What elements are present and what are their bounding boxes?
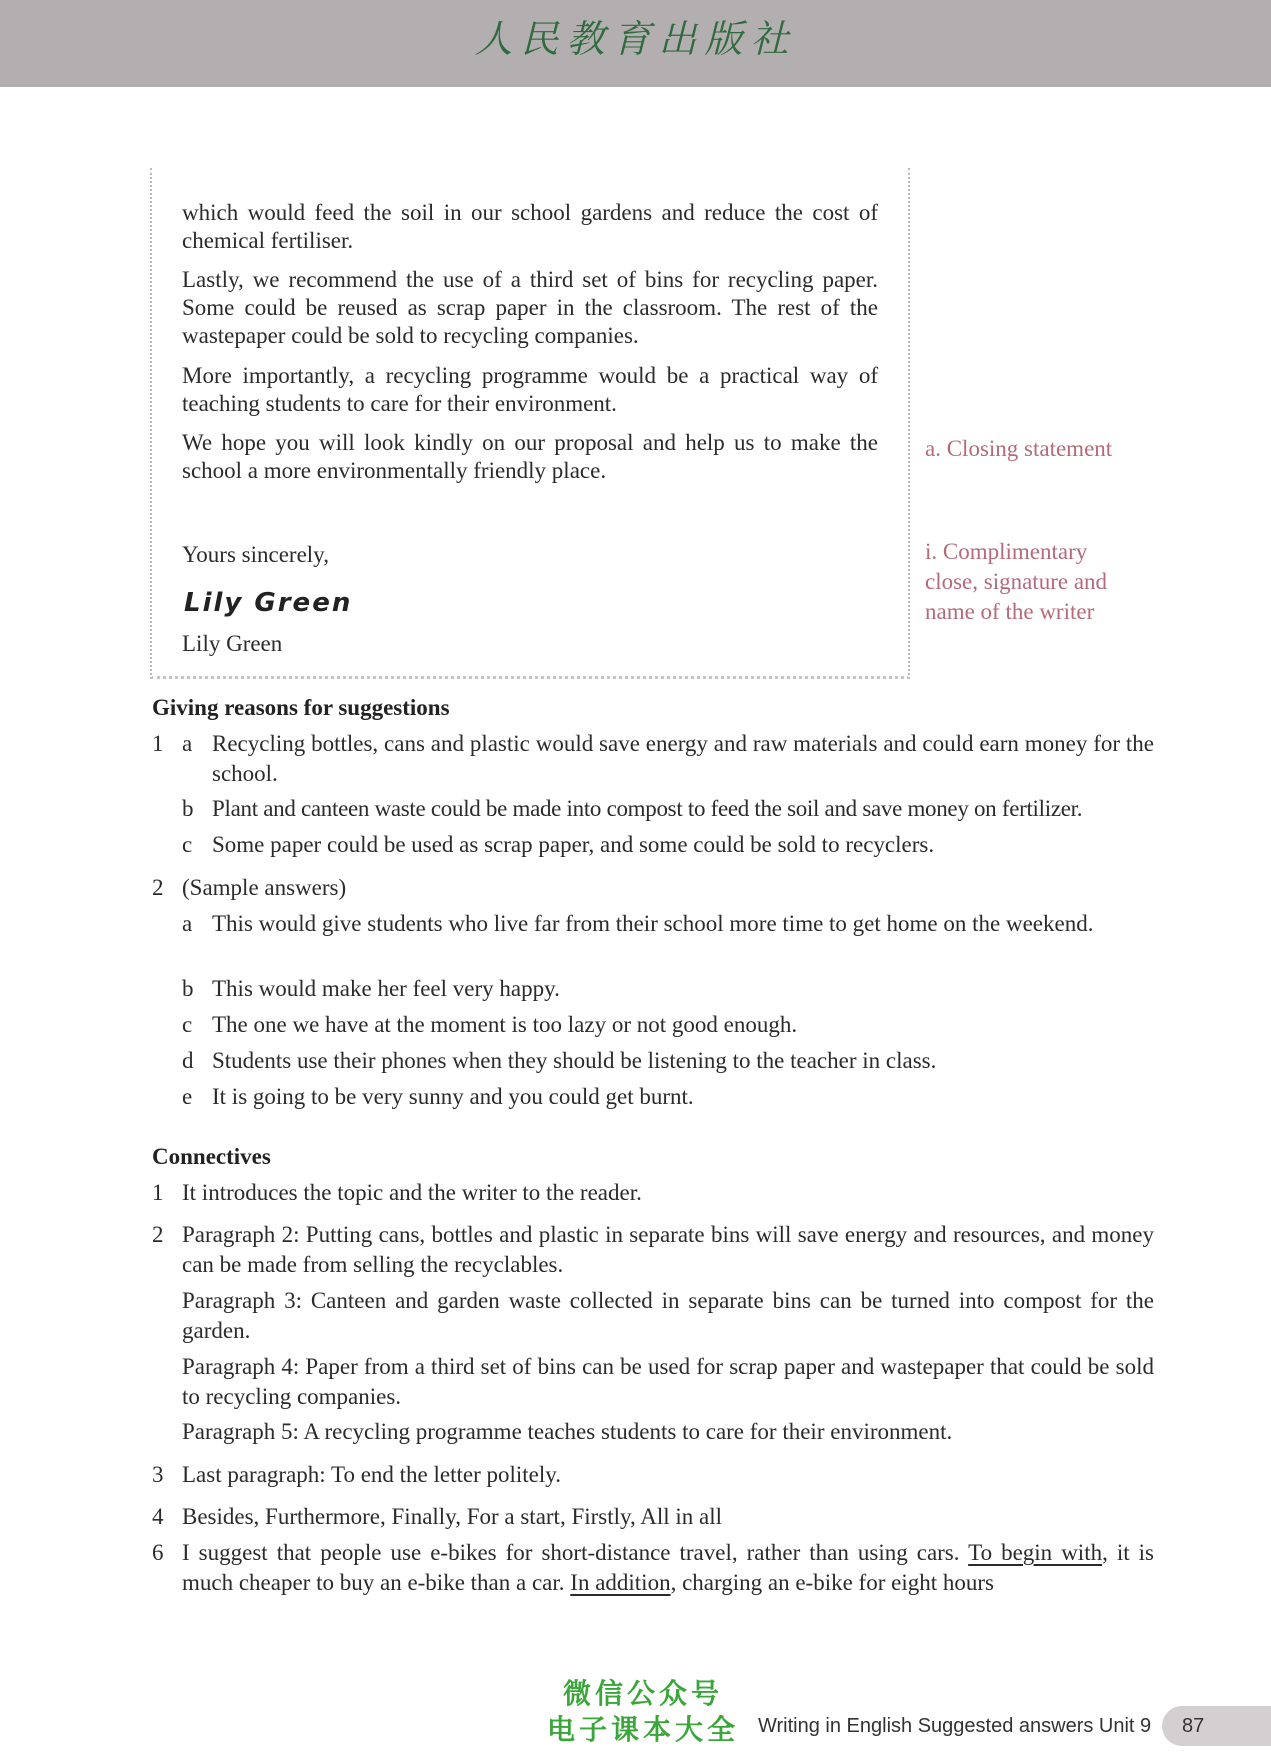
answer-text: It is going to be very sunny and you could get burnt. [212, 1084, 694, 1109]
item-letter: c [182, 832, 193, 857]
answer-text: Paragraph 4: Paper from a third set of bins can be used for scrap paper and wastepaper that could be sold to recycling companies. [182, 1354, 1154, 1409]
answer-text: Students use their phones when they should be listening to the teacher in class. [212, 1048, 937, 1073]
letter-paragraph: which would feed the soil in our school gardens and reduce the cost of chemical fertiliser. [182, 200, 878, 253]
wechat-watermark [528, 1676, 758, 1748]
section-heading-reasons: Giving reasons for suggestions [152, 695, 450, 720]
letter-paragraph: Lastly, we recommend the use of a third set of bins for recycling paper. Some could be reused as scrap paper in the classroom. The rest of the wastepaper could be sold to recycling companies. [182, 267, 878, 348]
question-number: 2 [152, 875, 164, 900]
answer-text: Besides, Furthermore, Finally, For a start, Firstly, All in all [182, 1504, 723, 1529]
answer-text: Paragraph 2: Putting cans, bottles and plastic in separate bins will save energy and resources, and money can be made from selling the recyclables. [182, 1222, 1154, 1277]
underlined-connective: In addition [570, 1570, 671, 1595]
question-number: 1 [152, 1180, 164, 1205]
answer-text: Recycling bottles, cans and plastic would save energy and raw materials and could earn money for the school. [212, 731, 1154, 786]
item-letter: e [182, 1084, 193, 1109]
underlined-connective: To begin with [968, 1540, 1103, 1565]
answer-text: Plant and canteen waste could be made into compost to feed the soil and save money on fertilizer. [212, 796, 1083, 821]
answer-text: The one we have at the moment is too lazy or not good enough. [212, 1012, 798, 1037]
answer-text: Paragraph 3: Canteen and garden waste collected in separate bins can be turned into compost for the garden. [182, 1288, 1154, 1343]
answer-text: Some paper could be used as scrap paper, and some could be sold to recyclers. [212, 832, 935, 857]
question-number: 3 [152, 1462, 164, 1487]
letter-paragraph: We hope you will look kindly on our proposal and help us to make the school a more environmentally friendly place. [182, 430, 878, 483]
question-number: 6 [152, 1540, 164, 1565]
answer-text-part: I suggest that people use e-bikes for short-distance travel, rather than using cars. [182, 1540, 969, 1565]
answer-text: Paragraph 5: A recycling programme teaches students to care for their environment. [182, 1419, 953, 1444]
sample-answers-label: (Sample answers) [182, 875, 347, 900]
letter-paragraph: More importantly, a recycling programme would be a practical way of teaching students to care for their environment. [182, 363, 878, 416]
answer-text: It introduces the topic and the writer to the reader. [182, 1180, 642, 1205]
item-letter: a [182, 911, 193, 936]
item-letter: c [182, 1012, 193, 1037]
wechat-line-2: 电子课本大全 [546, 1713, 739, 1746]
question-number: 4 [152, 1504, 164, 1529]
item-letter: a [182, 731, 193, 756]
wechat-line-1: 微信公众号 [562, 1677, 723, 1710]
item-letter: b [182, 796, 194, 821]
question-number: 2 [152, 1222, 164, 1247]
section-heading-connectives: Connectives [152, 1144, 271, 1169]
answer-text-part: , charging an e-bike for eight hours [670, 1570, 994, 1595]
annotation-closing-statement: a. Closing statement [925, 436, 1113, 461]
footer-title: Writing in English Suggested answers Unit 9 [758, 1715, 1152, 1737]
answer-text-6 [182, 1538, 1154, 1598]
letter-closing: Yours sincerely, [182, 542, 329, 567]
answer-text: Last paragraph: To end the letter politely. [182, 1462, 562, 1487]
page-number-tab [1162, 1706, 1271, 1746]
writer-name: Lily Green [182, 631, 283, 656]
question-number: 1 [152, 731, 164, 756]
item-letter: d [182, 1048, 194, 1073]
page-number: 87 [1182, 1715, 1205, 1737]
publisher-logo: 人民教育出版社 [474, 17, 797, 61]
answer-text: This would give students who live far from their school more time to get home on the weekend. [212, 911, 1094, 936]
signature: Lily Green [184, 588, 353, 618]
answer-text-part: , it is much cheaper to buy an e-bike than a car. [182, 1540, 1154, 1595]
item-letter: b [182, 976, 194, 1001]
answer-text: This would make her feel very happy. [212, 976, 560, 1001]
annotation-complimentary-close: i. Complimentary close, signature and name of the writer [925, 539, 1108, 624]
